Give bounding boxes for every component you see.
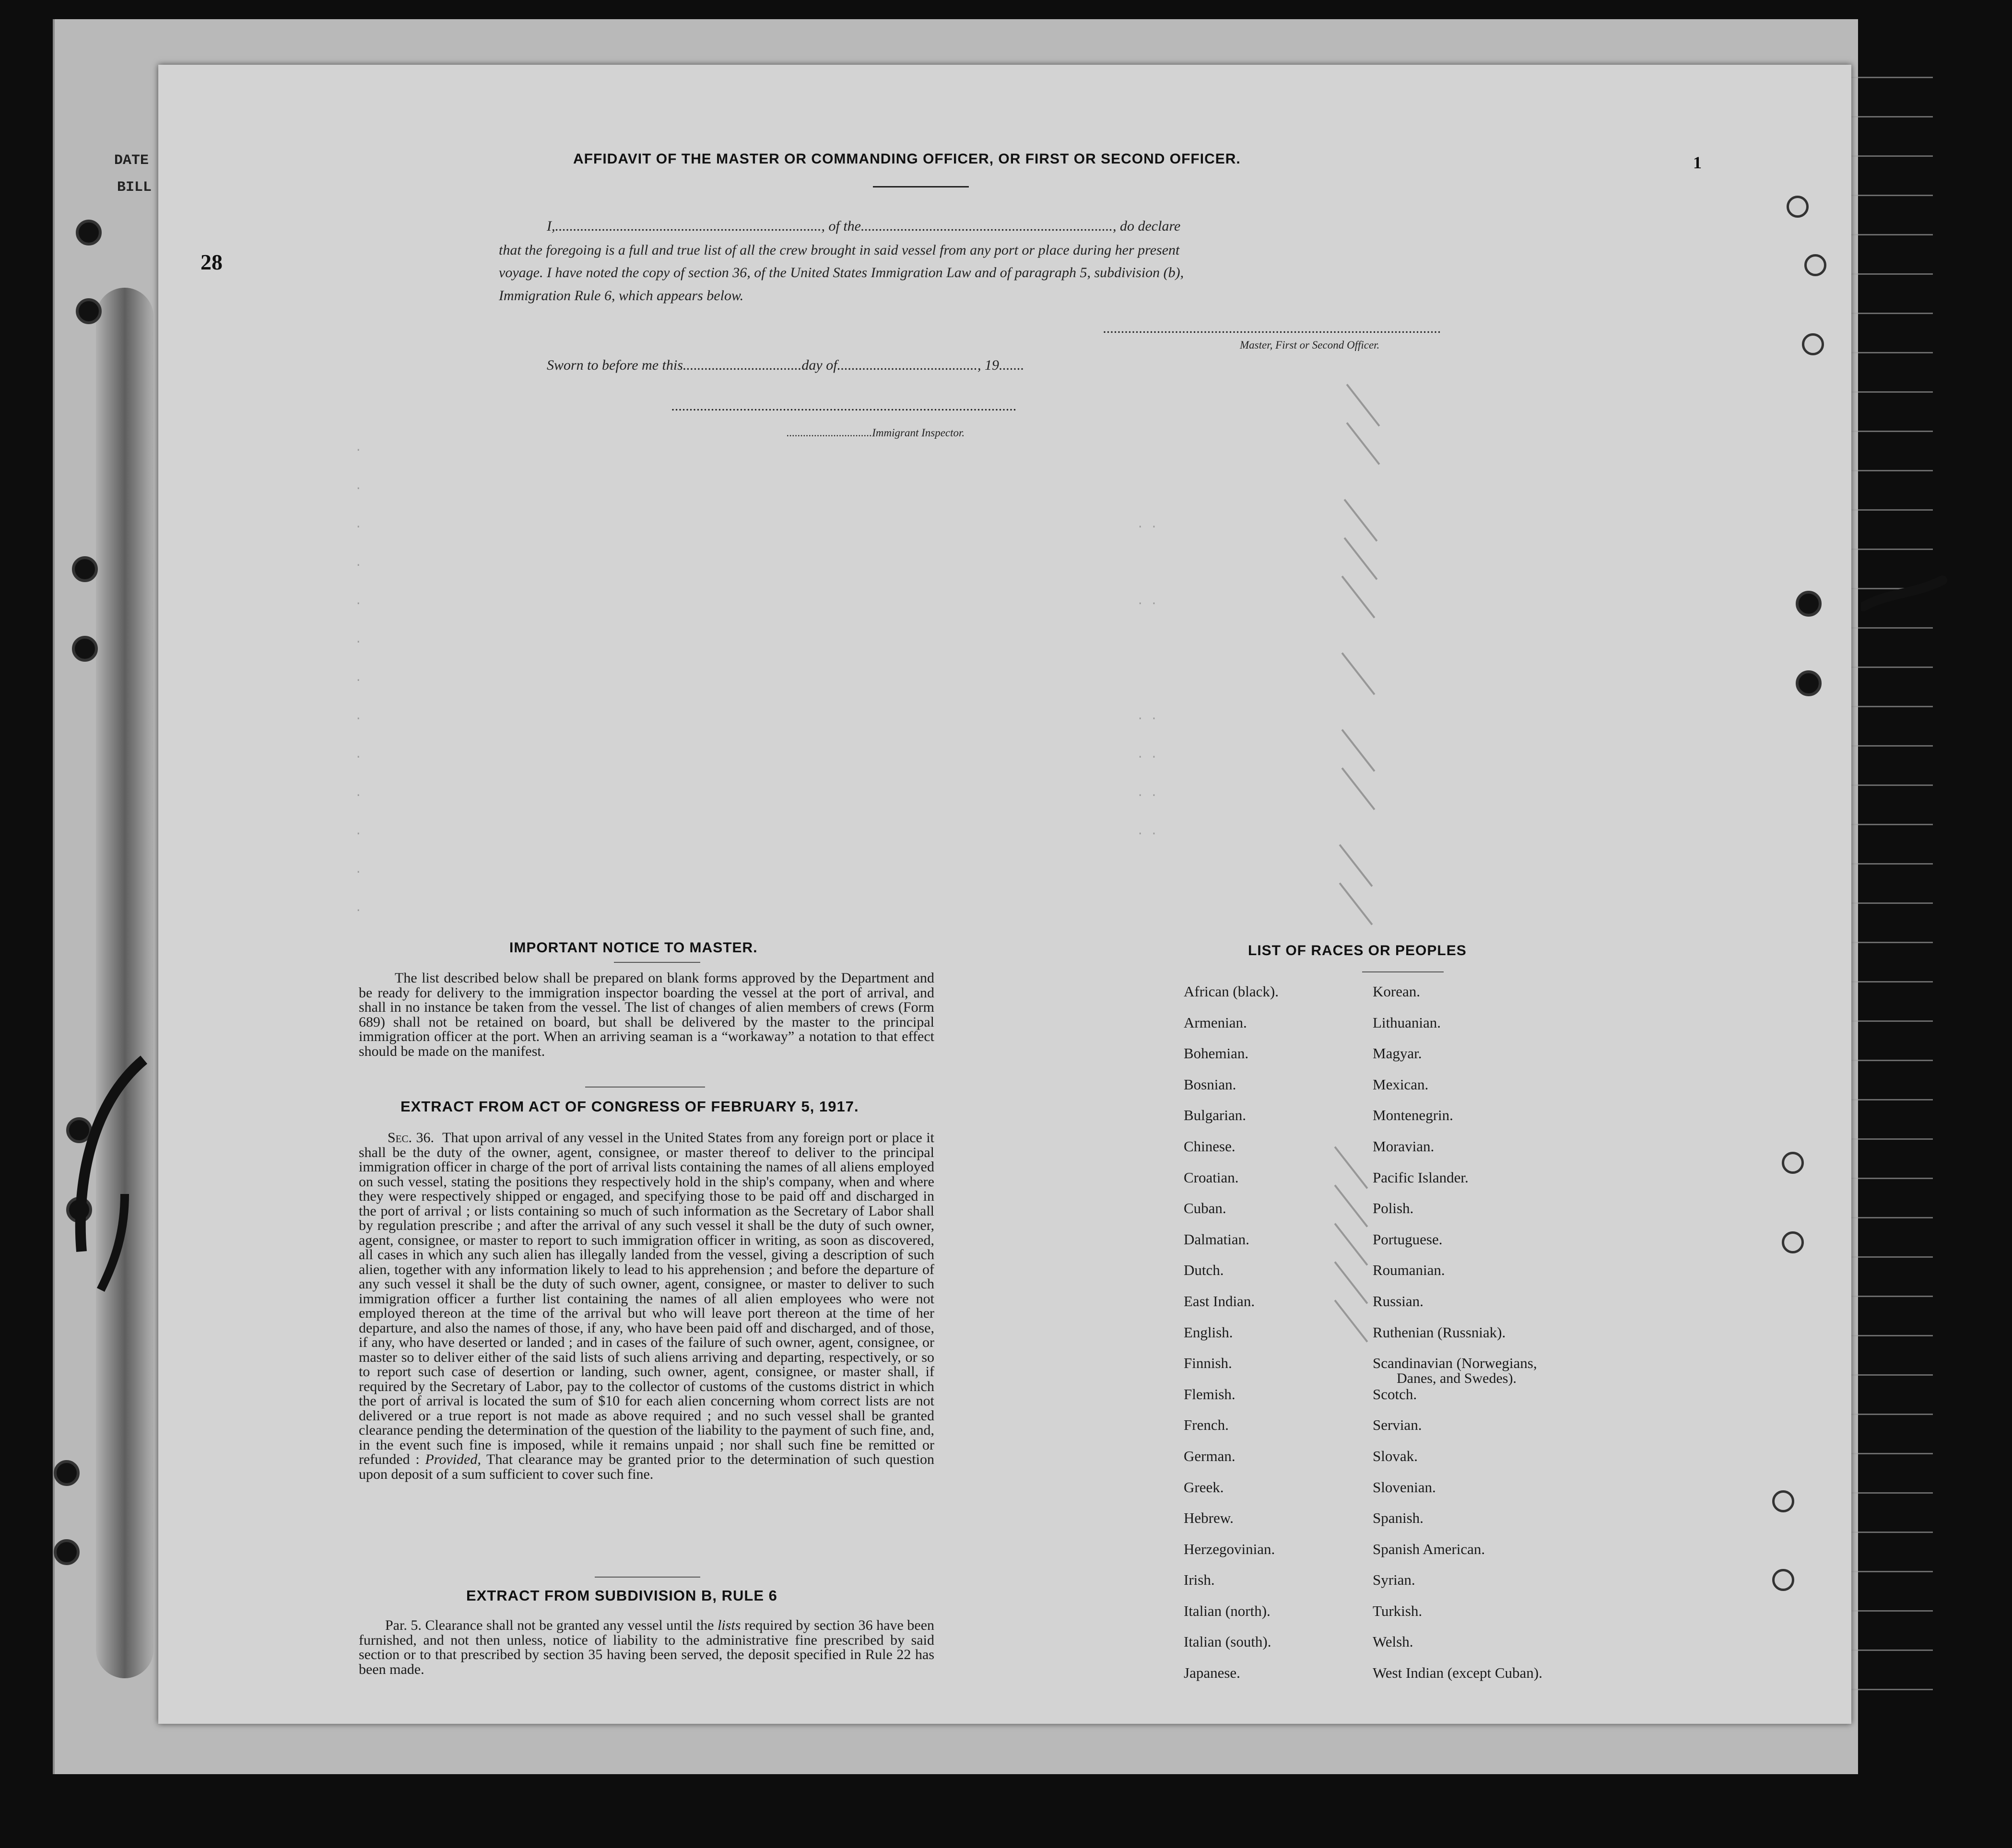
race-item-continuation: Danes, and Swedes). bbox=[1397, 1370, 1517, 1387]
divider bbox=[1362, 971, 1444, 972]
extract-rule-text bbox=[359, 1618, 934, 1677]
race-item: Italian (south). bbox=[1184, 1633, 1271, 1650]
race-item: Japanese. bbox=[1184, 1664, 1240, 1682]
punch-hole-ring bbox=[1772, 1490, 1794, 1512]
signature-line: .............................................................................................. bbox=[1103, 320, 1441, 336]
race-item-label: Scandinavian (Norwegians, bbox=[1373, 1355, 1537, 1372]
race-item: Armenian. bbox=[1184, 1014, 1247, 1031]
race-item: African (black). bbox=[1184, 983, 1279, 1000]
extract-rule-title: EXTRACT FROM SUBDIVISION B, RULE 6 bbox=[466, 1587, 777, 1604]
race-item: French. bbox=[1184, 1416, 1229, 1434]
affidavit-title: AFFIDAVIT OF THE MASTER OR COMMANDING OFFICER, OR FIRST OR SECOND OFFICER. bbox=[573, 151, 1241, 167]
page-number: 28 bbox=[200, 250, 223, 274]
race-item: Scotch. bbox=[1373, 1385, 1417, 1403]
signature-label: Master, First or Second Officer. bbox=[1240, 339, 1380, 351]
affidavit-line-2: that the foregoing is a full and true list of all the crew brought in said vessel from any port or place during her present bbox=[499, 242, 1180, 258]
race-item: Cuban. bbox=[1184, 1200, 1226, 1217]
proviso-label: Provided, bbox=[425, 1451, 481, 1467]
race-item: Finnish. bbox=[1184, 1355, 1232, 1372]
race-item: Magyar. bbox=[1373, 1045, 1422, 1062]
fold-shadow bbox=[96, 288, 153, 1678]
ink-mark bbox=[1861, 573, 1947, 616]
punch-hole-ring bbox=[1772, 1569, 1794, 1591]
race-item: Turkish. bbox=[1373, 1602, 1423, 1619]
extract-act-title: EXTRACT FROM ACT OF CONGRESS OF FEBRUARY 5, 1917. bbox=[400, 1098, 859, 1115]
notice-title: IMPORTANT NOTICE TO MASTER. bbox=[509, 940, 758, 956]
affidavit-line-4: Immigration Rule 6, which appears below. bbox=[499, 288, 744, 304]
race-item: Slovenian. bbox=[1373, 1478, 1436, 1496]
punch-hole-ring bbox=[1804, 254, 1826, 276]
race-item: West Indian (except Cuban). bbox=[1373, 1664, 1542, 1682]
punch-hole-ring bbox=[1787, 196, 1809, 218]
race-item: Syrian. bbox=[1373, 1571, 1415, 1589]
punch-hole-ring bbox=[1782, 1152, 1804, 1174]
divider bbox=[614, 962, 700, 963]
inspector-line: ................................................................................................ bbox=[671, 398, 1017, 414]
affidavit-line-3: voyage. I have noted the copy of section 36, of the United States Immigration Law and of paragraph 5, subdivision (b), bbox=[499, 265, 1184, 281]
race-item: Herzegovinian. bbox=[1184, 1540, 1275, 1557]
race-item: Dalmatian. bbox=[1184, 1230, 1249, 1248]
race-item: Portuguese. bbox=[1373, 1230, 1443, 1248]
race-item: Spanish. bbox=[1373, 1509, 1424, 1527]
punch-hole bbox=[54, 1460, 80, 1486]
race-item: Pacific Islander. bbox=[1373, 1169, 1469, 1186]
race-item: Croatian. bbox=[1184, 1169, 1239, 1186]
divider bbox=[595, 1577, 700, 1578]
notice-text: The list described below shall be prepared on blank forms approved by the Department and be ready for delivery to the immigration inspector boarding the vessel at the port of arrival, and shall in no instance be taken from the vessel. The list of changes of alien members of crews (Form 689) shall not be retained on board, but shall be delivered by the master to the principal immigration officer at the port. When an arriving seaman is a “workaway” a notation to that effect should be made on the manifest. bbox=[359, 970, 934, 1059]
race-item: Bosnian. bbox=[1184, 1076, 1236, 1093]
race-item: East Indian. bbox=[1184, 1292, 1255, 1310]
race-item: Servian. bbox=[1373, 1416, 1422, 1434]
race-item: Russian. bbox=[1373, 1292, 1424, 1310]
corner-mark: 1 bbox=[1693, 153, 1702, 172]
binding-string bbox=[72, 1050, 153, 1299]
races-right-column bbox=[1373, 984, 1542, 1696]
background-label-bill: BILL bbox=[117, 179, 152, 196]
inspector-label: ...............................Immigrant Inspector. bbox=[787, 427, 965, 439]
ghost-column: · · · · · · · · · · · · · bbox=[355, 444, 362, 917]
race-item: Montenegrin. bbox=[1373, 1107, 1453, 1124]
race-item: Irish. bbox=[1184, 1571, 1215, 1589]
race-item: Welsh. bbox=[1373, 1633, 1413, 1650]
race-item: Chinese. bbox=[1184, 1137, 1235, 1155]
race-item: Spanish American. bbox=[1373, 1540, 1485, 1557]
punch-hole bbox=[72, 636, 98, 662]
punch-hole-ring bbox=[1802, 333, 1824, 355]
races-title: LIST OF RACES OR PEOPLES bbox=[1248, 943, 1467, 959]
race-item: Slovak. bbox=[1373, 1447, 1418, 1464]
race-item: Lithuanian. bbox=[1373, 1014, 1441, 1031]
punch-hole bbox=[72, 556, 98, 582]
divider bbox=[873, 186, 969, 187]
race-item: Hebrew. bbox=[1184, 1509, 1234, 1527]
race-item: Bohemian. bbox=[1184, 1045, 1249, 1062]
ghost-column: · · · · · · · · · · · · bbox=[1137, 521, 1158, 841]
race-item: Polish. bbox=[1373, 1200, 1414, 1217]
divider bbox=[585, 1087, 705, 1088]
rule-text-lists: lists bbox=[718, 1617, 741, 1633]
rule-text-a: Par. 5. Clearance shall not be granted any vessel until the bbox=[385, 1617, 714, 1633]
punch-hole bbox=[1796, 591, 1822, 617]
punch-hole bbox=[1796, 670, 1822, 696]
race-item bbox=[1373, 1356, 1542, 1387]
punch-hole bbox=[54, 1539, 80, 1565]
race-item: Moravian. bbox=[1373, 1137, 1435, 1155]
extract-act-text bbox=[359, 1131, 934, 1482]
background-label-date: DATE bbox=[114, 152, 149, 169]
section-text: That upon arrival of any vessel in the United States from any foreign port or place it shall be the duty of the owner, agent, consignee, or master thereof to deliver to the principal immigration officer in charge of the port of arrival lists containing the names of all aliens employed on such vessel, stating the positions they respectively hold in the ship's company, when and where they were respectively shipped or engaged, and specifying those to be paid off and discharged in the port of arrival ; or lists containing so much of such information as the Secretary of Labor shall by regulation prescribe ; and after the arrival of any such vessel it shall be the duty of such owner, agent, consignee, or master to report to such immigration officer in writing, as soon as discovered, all cases in which any such alien has illegally landed from the vessel, giving a description of such alien, together with any information likely to lead to his apprehension ; and before the departure of any such vessel it shall be the duty of such owner, agent, consignee, or master to deliver to such immigration officer a further list containing the names of all alien employees who were not employed thereon at the time of the arrival but who will leave port thereon at the time of her departure, and also the names of those, if any, who have been paid off and discharged, and of those, if any, who have deserted or landed ; and in cases of the failure of such owner, agent, consignee, or master so to deliver either of the said lists of such aliens arriving and departing, respectively, or so to report such case of desertion or landing, such owner, agent, consignee, or master shall, if required by the Secretary of Labor, pay to the collector of customs of the customs district in which the port of arrival is located the sum of $10 for each alien concerning whom correct lists are not delivered or a true report is not made as above required ; and no such vessel shall be granted clearance pending the determination of the question of the liability to the payment of such fine, and, in the event such fine is imposed, while it remains unpaid ; nor shall such fine be remitted or refunded : bbox=[359, 1130, 935, 1467]
race-item: Flemish. bbox=[1184, 1385, 1235, 1403]
proviso-text: That clearance may be granted prior to the determination of such question upon deposit of a sum sufficient to cover such fine. bbox=[359, 1451, 935, 1482]
race-item: Korean. bbox=[1373, 983, 1420, 1000]
race-item: Roumanian. bbox=[1373, 1262, 1445, 1279]
race-item: Dutch. bbox=[1184, 1262, 1224, 1279]
rule-text-b: required by section 36 have been furnished, and not then unless, notice of liability to the administrative fine prescribed by said section or to that prescribed by section 35 having been served, the deposit specified in Rule 22 has been made. bbox=[359, 1617, 935, 1677]
race-item: English. bbox=[1184, 1323, 1233, 1341]
sworn-line: Sworn to before me this.................................day of......................................., 19....... bbox=[547, 357, 1024, 373]
race-item: Italian (north). bbox=[1184, 1602, 1271, 1619]
races-left-column bbox=[1184, 984, 1279, 1696]
race-item: German. bbox=[1184, 1447, 1235, 1464]
race-item: Bulgarian. bbox=[1184, 1107, 1246, 1124]
punch-hole bbox=[76, 220, 102, 246]
punch-hole bbox=[76, 298, 102, 324]
race-item: Greek. bbox=[1184, 1478, 1224, 1496]
race-item: Mexican. bbox=[1373, 1076, 1429, 1093]
section-label: Sec. 36. bbox=[388, 1130, 435, 1146]
race-item: Ruthenian (Russniak). bbox=[1373, 1323, 1506, 1341]
punch-hole-ring bbox=[1782, 1231, 1804, 1253]
affidavit-line-1: I,.........................................................................., of the......................................................................, do declare bbox=[547, 218, 1181, 234]
